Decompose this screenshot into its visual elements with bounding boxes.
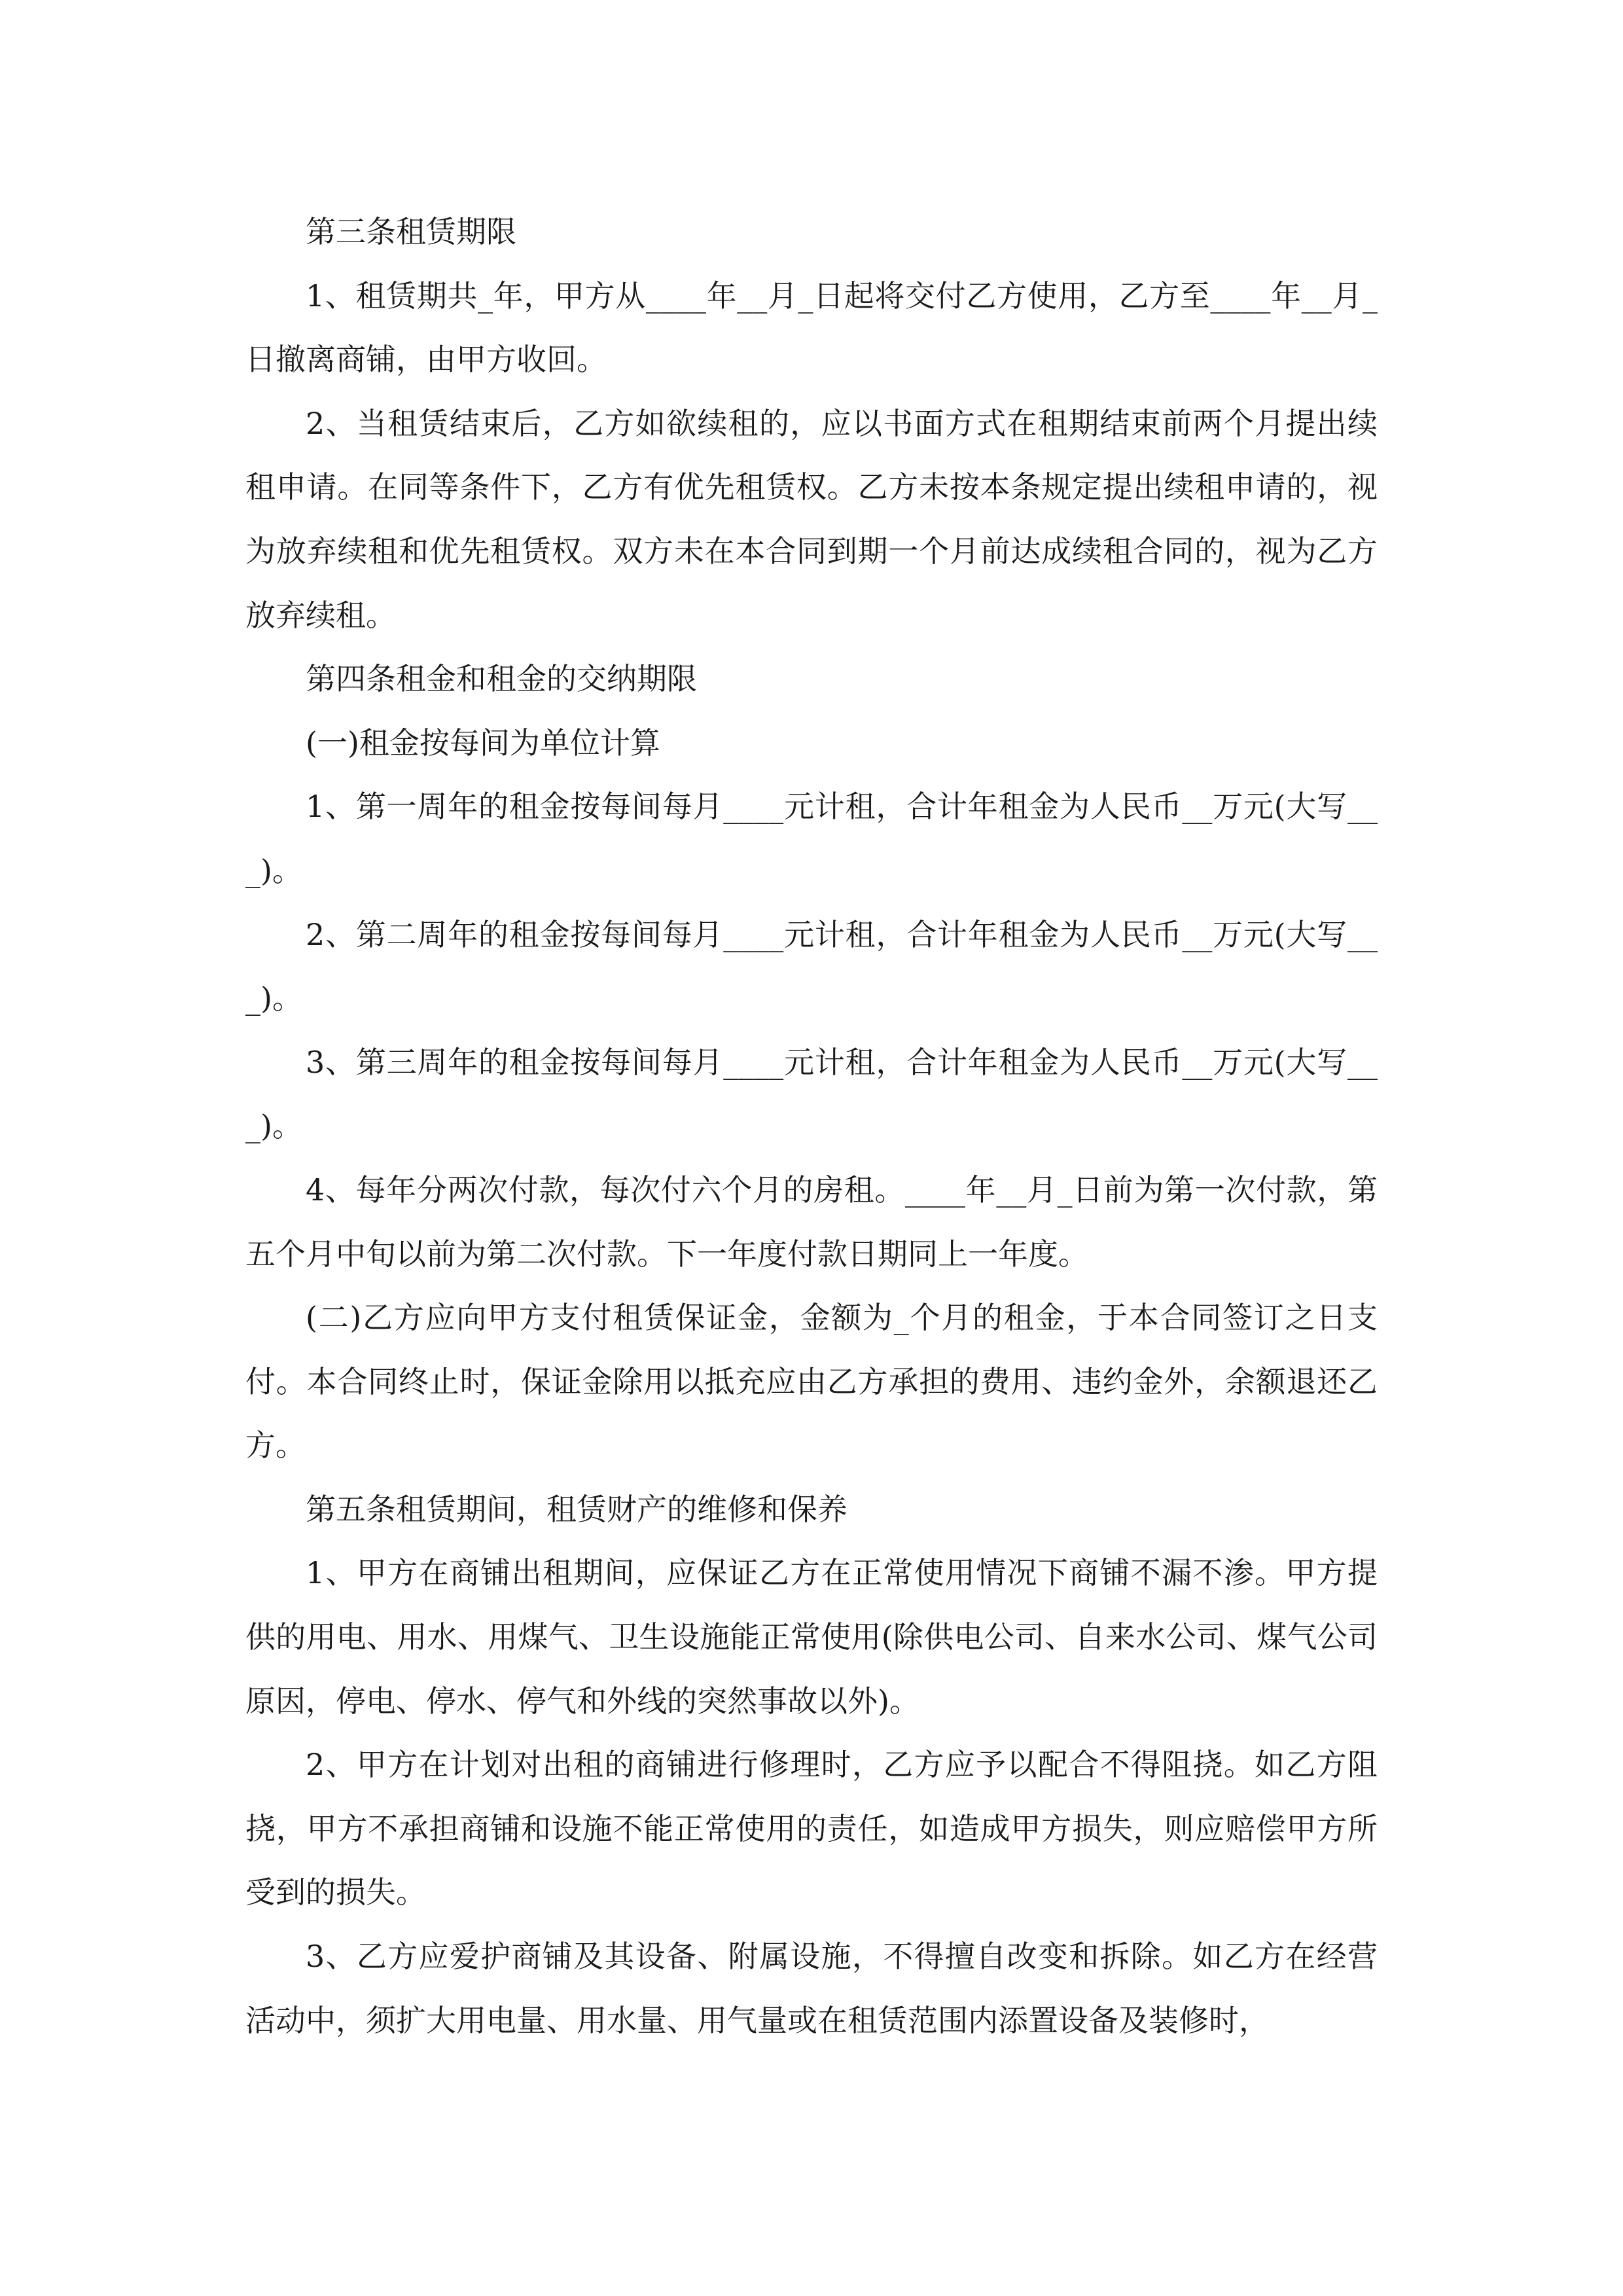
paragraph-payment-schedule: 4、每年分两次付款，每次付六个月的房租。____年__月_日前为第一次付款，第五个月中旬以前为第二次付款。下一年度付款日期同上一年度。 bbox=[245, 1172, 1378, 1272]
paragraph-rent-year-2: 2、第二周年的租金按每间每月____元计租，合计年租金为人民币__万元(大写___)。 bbox=[245, 916, 1378, 1016]
document-body bbox=[245, 200, 1378, 2053]
paragraph-maintenance-2: 2、甲方在计划对出租的商铺进行修理时，乙方应予以配合不得阻挠。如乙方阻挠，甲方不承担商铺和设施不能正常使用的责任，如造成甲方损失，则应赔偿甲方所受到的损失。 bbox=[245, 1747, 1378, 1910]
section-heading-article-5: 第五条租赁期间，租赁财产的维修和保养 bbox=[306, 1491, 847, 1527]
section-heading-article-4: 第四条租金和租金的交纳期限 bbox=[306, 661, 697, 697]
paragraph-rent-year-1: 1、第一周年的租金按每间每月____元计租，合计年租金为人民币__万元(大写___)。 bbox=[245, 789, 1378, 888]
section-heading-article-3: 第三条租赁期限 bbox=[306, 214, 516, 249]
paragraph-lease-term: 1、租赁期共_年，甲方从____年__月_日起将交付乙方使用，乙方至____年__月_日撤离商铺，由甲方收回。 bbox=[245, 278, 1378, 378]
paragraph-renewal: 2、当租赁结束后，乙方如欲续租的，应以书面方式在租期结束前两个月提出续租申请。在同等条件下，乙方有优先租赁权。乙方未按本条规定提出续租申请的，视为放弃续租和优先租赁权。双方未在本合同到期一个月前达成续租合同的，视为乙方放弃续租。 bbox=[245, 405, 1378, 633]
subheading-rent-unit: (一)租金按每间为单位计算 bbox=[306, 725, 660, 761]
paragraph-deposit: (二)乙方应向甲方支付租赁保证金，金额为_个月的租金，于本合同签订之日支付。本合同终止时，保证金除用以抵充应由乙方承担的费用、违约金外，余额退还乙方。 bbox=[245, 1300, 1378, 1463]
paragraph-maintenance-3: 3、乙方应爱护商铺及其设备、附属设施，不得擅自改变和拆除。如乙方在经营活动中，须扩大用电量、用水量、用气量或在租赁范围内添置设备及装修时， bbox=[245, 1939, 1378, 2038]
paragraph-maintenance-1: 1、甲方在商铺出租期间，应保证乙方在正常使用情况下商铺不漏不渗。甲方提供的用电、用水、用煤气、卫生设施能正常使用(除供电公司、自来水公司、煤气公司原因，停电、停水、停气和外线的突然事故以外)。 bbox=[245, 1555, 1378, 1719]
paragraph-rent-year-3: 3、第三周年的租金按每间每月____元计租，合计年租金为人民币__万元(大写___)。 bbox=[245, 1044, 1378, 1144]
